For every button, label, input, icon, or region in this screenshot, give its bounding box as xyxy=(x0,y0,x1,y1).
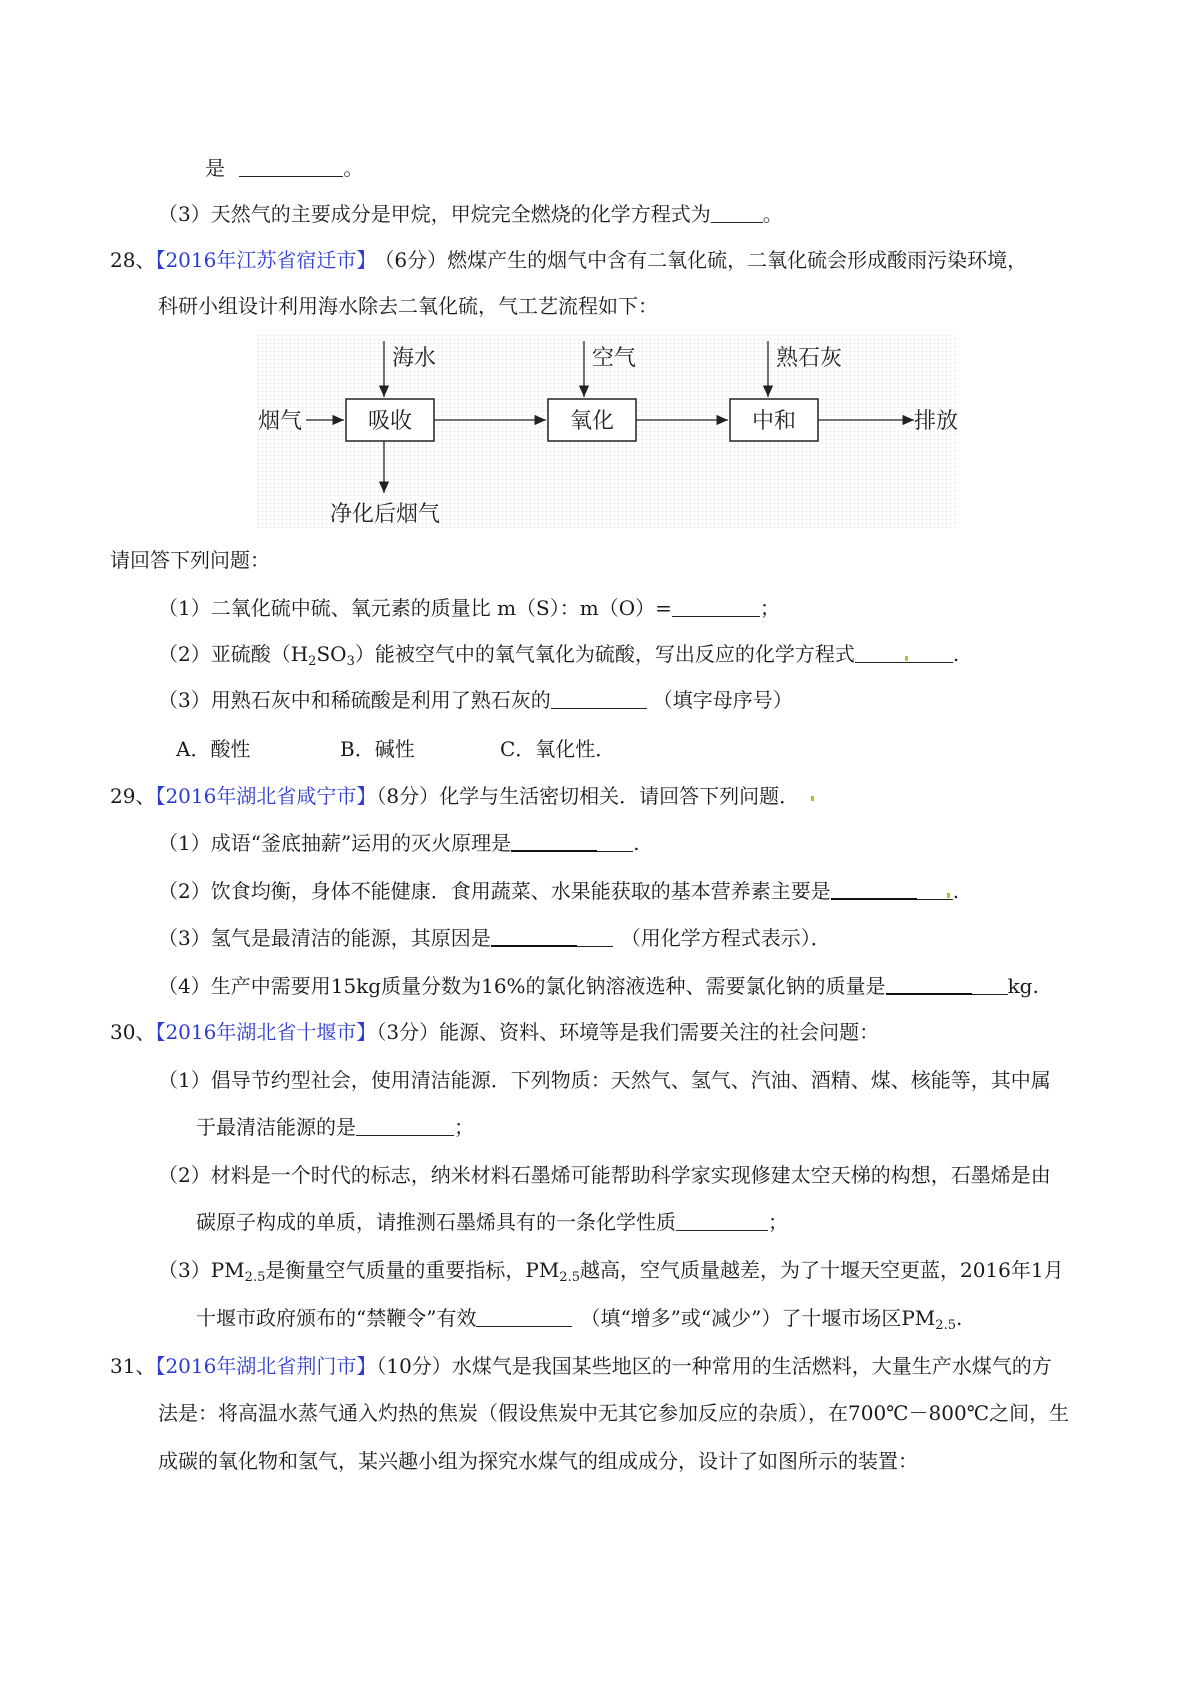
q31-heading: 31、【2016年湖北省荆门市】（10分）水煤气是我国某些地区的一种常用的生活燃料，大量生产水煤气的方 xyxy=(110,1354,1052,1378)
q27-part3: （3）天然气的主要成分是甲烷，甲烷完全燃烧的化学方程式为 。 xyxy=(158,202,783,226)
q30-source: 【2016年湖北省十堰市】 xyxy=(155,1020,377,1044)
stray-mark xyxy=(947,893,950,898)
option-b: B．碱性 xyxy=(340,737,415,761)
answer-blank-tail xyxy=(597,831,633,852)
answer-blank[interactable] xyxy=(855,642,953,663)
q30-heading: 30、【2016年湖北省十堰市】（3分）能源、资料、环境等是我们需要关注的社会问题： xyxy=(110,1020,880,1044)
q29-part3: （3）氢气是最清洁的能源，其原因是 （用化学方程式表示）． xyxy=(158,926,831,950)
label-seawater: 海水 xyxy=(392,345,437,370)
answer-blank[interactable] xyxy=(491,925,577,947)
option-a: A．酸性 xyxy=(176,737,251,761)
stray-mark xyxy=(905,656,908,661)
q29-part1: （1）成语“釜底抽薪”运用的灭火原理是 . xyxy=(158,831,640,855)
q27-continuation: 是 。 xyxy=(205,156,364,180)
q28-ask: 请回答下列问题： xyxy=(110,548,270,572)
label-air: 空气 xyxy=(592,345,637,370)
q29-heading: 29、【2016年湖北省咸宁市】（8分）化学与生活密切相关．请回答下列问题． xyxy=(110,782,814,810)
label-smoke: 烟气 xyxy=(258,408,303,433)
q28-part2: （2）亚硫酸$(H_2SO_3)$能被空气中的氧气氧化为硫酸，写出反应的化学方程式 . xyxy=(158,642,960,669)
q29-part2: （2）饮食均衡，身体不能健康．食用蔬菜、水果能获取的基本营养素主要是 . xyxy=(158,879,960,903)
q28-part3: （3）用熟石灰中和稀硫酸是利用了熟石灰的 （填字母序号） xyxy=(158,688,793,712)
answer-blank[interactable] xyxy=(356,1115,454,1136)
process-flow-diagram xyxy=(258,335,958,531)
q30-part2: （2）材料是一个时代的标志，纳米材料石墨烯可能帮助科学家实现修建太空天梯的构想，石墨烯是由 xyxy=(158,1163,1051,1187)
label-absorb: 吸收 xyxy=(367,408,413,433)
answer-blank[interactable] xyxy=(511,830,597,852)
q29-source: 【2016年湖北省咸宁市】 xyxy=(155,784,377,808)
q31-line2: 法是：将高温水蒸气通入灼热的焦炭（假设焦炭中无其它参加反应的杂质），在700℃－800℃之间，生 xyxy=(158,1401,1070,1425)
q31-line3: 成碳的氧化物和氢气，某兴趣小组为探究水煤气的组成成分，设计了如图所示的装置： xyxy=(158,1449,918,1473)
answer-blank[interactable] xyxy=(676,1210,768,1231)
answer-blank[interactable] xyxy=(831,878,917,900)
q28-heading: 28、【2016年江苏省宿迁市】 （6分）燃煤产生的烟气中含有二氧化硫，二氧化硫会形成酸雨污染环境， xyxy=(110,248,1028,272)
answer-blank[interactable] xyxy=(551,688,647,709)
answer-blank-tail xyxy=(577,926,613,947)
q28-source: 【2016年江苏省宿迁市】 xyxy=(155,248,377,272)
stray-mark xyxy=(811,796,814,801)
q30-part1: （1）倡导节约型社会，使用清洁能源．下列物质：天然气、氢气、汽油、酒精、煤、核能等，其中属 xyxy=(158,1068,1051,1092)
answer-blank[interactable] xyxy=(711,202,763,223)
q28-part1: （1）二氧化硫中硫、氧元素的质量比 m（S）：m（O）= ； xyxy=(158,596,780,620)
q30-part2-line2: 碳原子构成的单质，请推测石墨烯具有的一条化学性质 ； xyxy=(196,1210,788,1234)
answer-blank[interactable] xyxy=(476,1306,572,1327)
answer-blank-tail xyxy=(972,974,1008,995)
label-lime: 熟石灰 xyxy=(776,345,843,370)
label-discharge: 排放 xyxy=(914,408,958,433)
q28-options xyxy=(176,735,616,763)
q29-part4: （4）生产中需要用15kg质量分数为16%的氯化钠溶液选种、需要氯化钠的质量是 kg. xyxy=(158,974,1039,998)
label-neutralize: 中和 xyxy=(751,408,797,433)
q30-part3-line2: 十堰市政府颁布的“禁鞭令”有效 （填“增多”或“减少”）了十堰市场区$PM_{2.5}$. xyxy=(196,1306,963,1333)
answer-blank-tail xyxy=(917,879,953,900)
q31-source: 【2016年湖北省荆门市】 xyxy=(155,1354,377,1378)
answer-blank[interactable] xyxy=(886,973,972,995)
q28-intro-line2: 科研小组设计利用海水除去二氧化硫，气工艺流程如下： xyxy=(158,294,658,318)
label-oxidize: 氧化 xyxy=(569,408,615,433)
q30-part3: $(3)PM_{2.5}$是衡量空气质量的重要指标，$PM_{2.5}$越高，空气质量越差，为了十堰天空更蓝，2016年1月 xyxy=(158,1258,1064,1285)
answer-blank[interactable] xyxy=(672,596,760,617)
option-c: C．氧化性． xyxy=(500,737,616,761)
answer-blank[interactable] xyxy=(239,156,343,177)
label-purified-smoke: 净化后烟气 xyxy=(330,501,441,526)
q30-part1-line2: 于最清洁能源的是 ； xyxy=(196,1115,474,1139)
